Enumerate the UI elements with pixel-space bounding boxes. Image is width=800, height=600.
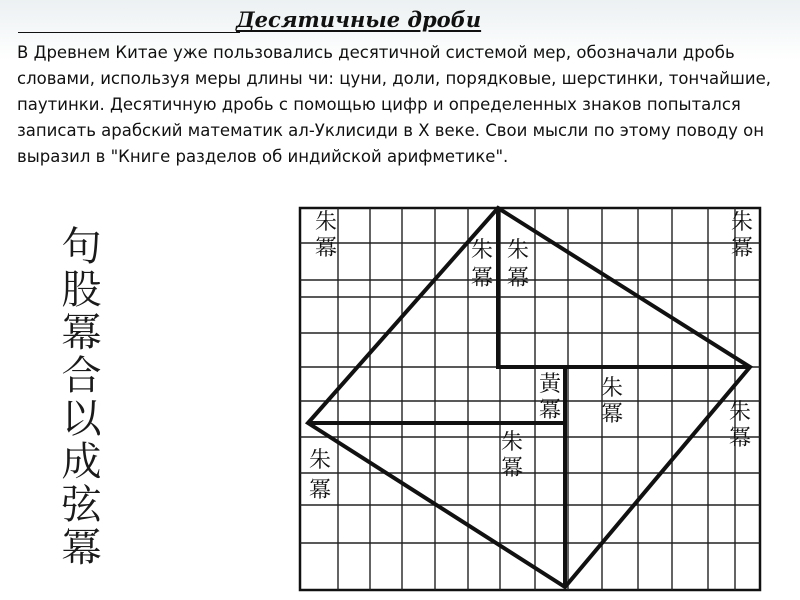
diagram-label: 朱冪 [730, 210, 754, 261]
diagram-label: 朱冪 [506, 238, 530, 291]
diagram-label: 朱冪 [314, 210, 338, 261]
diagram-label: 朱冪 [600, 376, 624, 427]
diagram-figures [308, 208, 750, 587]
diagram-labels [309, 210, 753, 503]
diagram-frame [300, 208, 760, 590]
slide-body-text: В Древнем Китае уже пользовались десятичной системой мер, обозначали дробь словами, используя меры длины чи: цуни, доли, порядковые, шерстинки, тончайшие, паутинки. Десятичную дробь с помощью цифр и определенных знаков попытался записать арабский математик ал-Уклисиди в X веке. Свои мысли по этому поводу он выразил в "Книге разделов об индийской арифметике". [17, 43, 772, 166]
hypotenuse-diagram [290, 205, 770, 595]
tilted-square [308, 208, 750, 587]
chinese-vertical-text: 句股冪合以成弦冪 [55, 225, 101, 569]
diagram-label: 朱冪 [308, 448, 332, 503]
diagram-grid [300, 208, 760, 590]
diagram-label: 朱冪 [728, 400, 752, 451]
diagram-label: 朱冪 [470, 238, 494, 291]
diagram-label: 黃冪 [538, 372, 562, 423]
title-rule [18, 32, 240, 33]
diagram-label: 朱冪 [500, 430, 524, 481]
slide-title: Десятичные дроби [236, 7, 482, 32]
